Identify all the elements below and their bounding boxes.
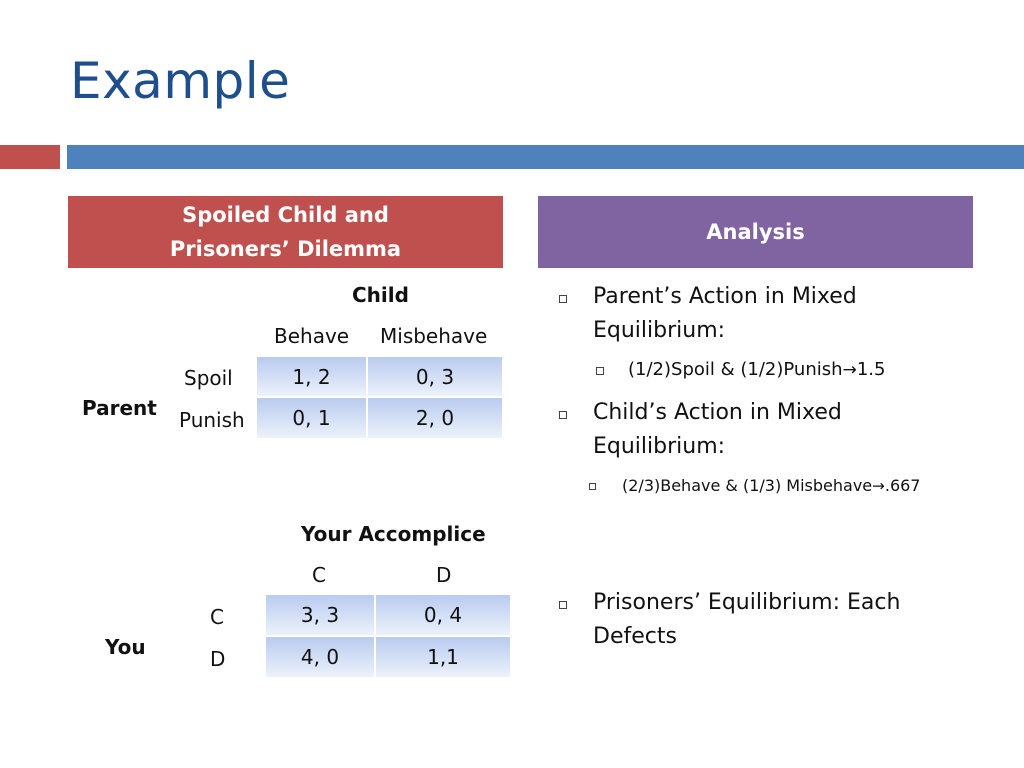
analysis-bullet-2 — [593, 396, 953, 464]
right-header-label: Analysis — [706, 220, 805, 244]
table2-col-header: C — [312, 563, 326, 587]
analysis-bullet-3 — [593, 586, 953, 654]
right-panel-header — [538, 196, 973, 268]
table1-row-player: Parent — [82, 396, 157, 420]
square-bullet-icon — [559, 411, 567, 419]
bullet-1-line2: Equilibrium: — [593, 318, 726, 343]
arrow-right-icon: → — [842, 360, 857, 380]
table2-row-header: D — [210, 647, 226, 671]
table1-col-player: Child — [352, 283, 409, 307]
sub-bullet-2-text: (2/3)Behave & (1/3) Misbehave — [622, 476, 873, 495]
bullet-3-line2: Defects — [593, 624, 677, 649]
table1-col-header: Behave — [274, 324, 350, 348]
table2-cell: 3, 3 — [265, 594, 375, 636]
table2-cell: 4, 0 — [265, 636, 375, 678]
table2-row-player: You — [105, 635, 146, 659]
square-bullet-icon — [596, 367, 604, 375]
table1-cell: 0, 1 — [256, 397, 367, 439]
left-panel-header — [68, 196, 503, 268]
accent-bar-blue — [67, 145, 1024, 169]
sub-bullet-1-text: (1/2)Spoil & (1/2)Punish — [628, 359, 843, 380]
table2-col-player: Your Accomplice — [301, 522, 486, 546]
sub-bullet-2-value: .667 — [884, 476, 921, 495]
table1-row-header: Spoil — [184, 366, 233, 390]
slide-title: Example — [70, 52, 291, 110]
accent-bar-red — [0, 145, 60, 169]
table1-cell: 1, 2 — [256, 356, 367, 397]
left-header-line2: Prisoners’ Dilemma — [169, 237, 402, 261]
square-bullet-icon — [559, 601, 567, 609]
bullet-2-line1: Child’s Action in Mixed — [593, 400, 842, 425]
table1-col-header: Misbehave — [380, 324, 488, 348]
table2-col-header: D — [436, 563, 452, 587]
analysis-bullet-1 — [593, 280, 953, 348]
table1-cell: 2, 0 — [367, 397, 503, 439]
square-bullet-icon — [559, 295, 567, 303]
bullet-3-line1: Prisoners’ Equilibrium: Each — [593, 590, 901, 615]
arrow-right-icon: → — [872, 477, 885, 495]
bullet-1-line1: Parent’s Action in Mixed — [593, 284, 857, 309]
table2-row-header: C — [210, 605, 224, 629]
table1-cell: 0, 3 — [367, 356, 503, 397]
sub-bullet-1-value: 1.5 — [856, 359, 886, 380]
left-header-line1: Spoiled Child and — [182, 203, 389, 227]
table1-row-header: Punish — [179, 408, 245, 432]
bullet-2-line2: Equilibrium: — [593, 434, 726, 459]
table2-cell: 0, 4 — [375, 594, 511, 636]
square-bullet-icon — [589, 483, 596, 490]
analysis-sub-bullet-1 — [628, 358, 885, 382]
analysis-sub-bullet-2 — [622, 475, 920, 497]
table2-cell: 1,1 — [375, 636, 511, 678]
